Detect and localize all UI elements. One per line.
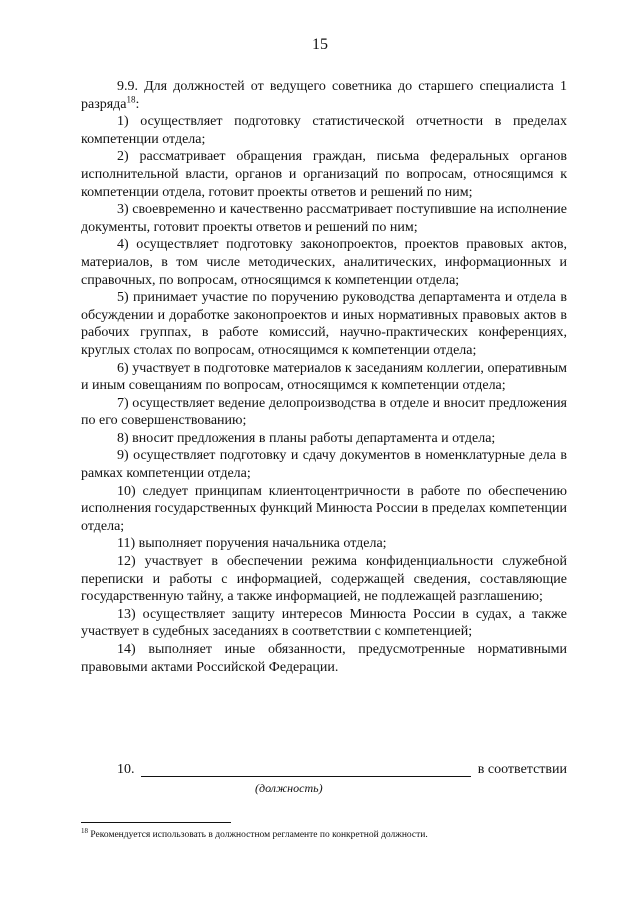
duty-item: 7) осуществляет ведение делопроизводства в отделе и вносит предложения по его совершенствованию; bbox=[81, 395, 567, 429]
footnote-text: Рекомендуется использовать в должностном регламенте по конкретной должности. bbox=[88, 830, 428, 840]
blank-underline bbox=[141, 776, 471, 777]
duty-item: 9) осуществляет подготовку и сдачу документов в номенклатурные дела в рамках компетенции отдела; bbox=[81, 448, 567, 482]
fill-tail-text: в соответствии bbox=[477, 762, 567, 777]
duty-item: 12) участвует в обеспечении режима конфиденциальности служебной переписки и работы с информацией, содержащей сведения, составляющие государственную тайну, а также информацией, не подлежащей разглашению; bbox=[81, 554, 567, 605]
section-heading: 9.9. Для должностей от ведущего советника до старшего специалиста 1 разряда$^{18}$: bbox=[81, 79, 567, 112]
duty-item: 14) выполняет иные обязанности, предусмотренные нормативными правовыми актами Российской Федерации. bbox=[81, 642, 567, 675]
section-number: 10. bbox=[117, 762, 135, 777]
position-caption: (должность) bbox=[255, 781, 323, 795]
duty-item: 13) осуществляет защиту интересов Минюста России в судах, а также участвует в судебных заседаниях в соответствии с компетенцией; bbox=[81, 606, 567, 640]
duty-item: 2) рассматривает обращения граждан, письма федеральных органов исполнительной власти, органов и организаций по вопросам, относящимся к компетенции отдела, готовит проекты ответов и решений по ним; bbox=[81, 149, 567, 200]
position-fill-line bbox=[117, 762, 567, 780]
footnote-divider bbox=[81, 822, 231, 823]
section-heading-text: 9.9. Для должностей от ведущего советника до старшего специалиста 1 разряда bbox=[81, 79, 567, 112]
page-number: 15 bbox=[312, 36, 328, 53]
duty-item: 6) участвует в подготовке материалов к заседаниям коллегии, оперативным и иным совещаниям по вопросам, относящимся к компетенции отдела; bbox=[81, 360, 567, 394]
duty-item: 4) осуществляет подготовку законопроектов, проектов правовых актов, материалов, в том числе методических, аналитических, информационных и справочных, по вопросам, относящимся к компетенции отдела; bbox=[81, 237, 567, 288]
duty-item: 8) вносит предложения в планы работы департамента и отдела; bbox=[117, 430, 496, 446]
duty-item: 1) осуществляет подготовку статистической отчетности в пределах компетенции отдела; bbox=[81, 114, 567, 147]
duty-item: 11) выполняет поручения начальника отдела; bbox=[117, 536, 387, 552]
footnote bbox=[81, 826, 567, 841]
footnote-ref: 18 bbox=[126, 93, 136, 104]
footnote-number: 18 bbox=[81, 826, 88, 835]
duty-item: 5) принимает участие по поручению руководства департамента и отдела в обсуждении и доработке законопроектов и иных нормативных правовых актов в рабочих группах, в работе комиссий, научно-практических конференциях, круглых столах по вопросам, относящимся к компетенции отдела; bbox=[81, 290, 567, 358]
document-body bbox=[81, 78, 567, 676]
duty-item: 10) следует принципам клиентоцентричности в работе по обеспечению исполнения государственных функций Минюста России в пределах компетенции отдела; bbox=[81, 483, 567, 534]
duty-item: 3) своевременно и качественно рассматривает поступившие на исполнение документы, готовит проекты ответов и решений по ним; bbox=[81, 202, 567, 235]
